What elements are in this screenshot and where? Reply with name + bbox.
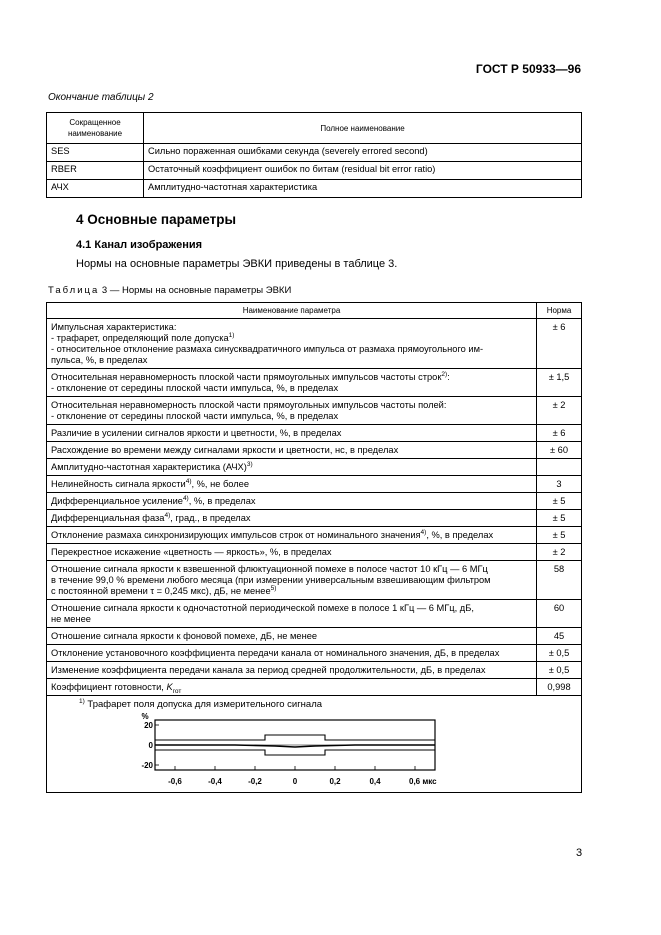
subsection-heading: 4.1 Канал изображения bbox=[76, 239, 203, 251]
footnote-mark: 1) bbox=[79, 697, 85, 705]
table-row bbox=[47, 679, 582, 696]
param-cell: Коэффициент готовности, $K_{гот}$ bbox=[47, 679, 537, 696]
col-name-header: Наименование параметра bbox=[47, 303, 537, 319]
x-tick-label: 0 bbox=[292, 777, 298, 786]
footnote bbox=[51, 698, 577, 710]
table-row bbox=[47, 527, 582, 544]
param-cell: Отношение сигнала яркости к фоновой помехе, дБ, не менее bbox=[47, 628, 537, 645]
norm-cell: ± 2 bbox=[537, 397, 582, 425]
param-cell: Изменение коэффициента передачи канала за период средней продолжительности, дБ, в пределах bbox=[47, 662, 537, 679]
table-header-row bbox=[47, 303, 582, 319]
caption-text: — Нормы на основные параметры ЭВКИ bbox=[109, 285, 292, 296]
x-tick-label: 0,2 bbox=[329, 777, 341, 786]
y-tick-label: 0 bbox=[148, 741, 153, 750]
table-row bbox=[47, 645, 582, 662]
col-full-header: Полное наименование bbox=[144, 113, 582, 144]
norm-cell: 3 bbox=[537, 476, 582, 493]
norm-cell: ± 6 bbox=[537, 319, 582, 369]
full-name-cell: Амплитудно-частотная характеристика bbox=[144, 180, 582, 198]
table3-caption bbox=[48, 285, 291, 296]
table-row bbox=[47, 600, 582, 628]
param-cell: Импульсная характеристика: - трафарет, определяющий поле допуска$^{1)}$ - относительное отклонение размаха синусквадратичного импульса от размаха прямоугольного им- пульса, %, в пределах bbox=[47, 319, 537, 369]
param-cell: Дифференциальная фаза$^{4)}$, град., в пределах bbox=[47, 510, 537, 527]
full-name-cell: Сильно пораженная ошибками секунда (severely errored second) bbox=[144, 144, 582, 162]
table-row bbox=[47, 319, 582, 369]
abbr-cell: SES bbox=[47, 144, 144, 162]
document-header: ГОСТ Р 50933—96 bbox=[475, 62, 581, 76]
table-3 bbox=[46, 302, 582, 793]
param-cell: Отклонение установочного коэффициента передачи канала от номинального значения, дБ, в пределах bbox=[47, 645, 537, 662]
footnote-cell bbox=[47, 696, 582, 793]
norm-cell: ± 2 bbox=[537, 544, 582, 561]
norm-cell: ± 60 bbox=[537, 442, 582, 459]
page-number: 3 bbox=[576, 847, 583, 859]
norm-cell: ± 0,5 bbox=[537, 645, 582, 662]
abbr-cell: RBER bbox=[47, 162, 144, 180]
caption-number: 3 bbox=[101, 285, 108, 296]
x-tick-label: 0,6 мкс bbox=[409, 777, 437, 786]
param-cell: Расхождение во времени между сигналами яркости и цветности, нс, в пределах bbox=[47, 442, 537, 459]
norm-cell: 58 bbox=[537, 561, 582, 600]
table-row bbox=[47, 662, 582, 679]
norm-cell: ± 5 bbox=[537, 527, 582, 544]
x-tick-label: -0,2 bbox=[248, 777, 262, 786]
table-row bbox=[47, 544, 582, 561]
series-upper-limit bbox=[155, 735, 435, 740]
table-row bbox=[47, 510, 582, 527]
footnote-row bbox=[47, 696, 582, 793]
norm-cell: 60 bbox=[537, 600, 582, 628]
norm-cell: ± 6 bbox=[537, 425, 582, 442]
param-cell: Относительная неравномерность плоской части прямоугольных импульсов частоты строк$^{2)}$: - отклонение от середины плоской части импульса, %, в пределах bbox=[47, 369, 537, 397]
param-cell: Перекрестное искажение «цветность — яркость», %, в пределах bbox=[47, 544, 537, 561]
norm-cell: ± 1,5 bbox=[537, 369, 582, 397]
table-row bbox=[47, 180, 582, 198]
table-row bbox=[47, 628, 582, 645]
table-row bbox=[47, 425, 582, 442]
series-lower-limit bbox=[155, 750, 435, 755]
table-2 bbox=[46, 112, 582, 198]
x-tick-label: -0,6 bbox=[168, 777, 182, 786]
section-heading: 4 Основные параметры bbox=[76, 212, 237, 227]
param-cell: Амплитудно-частотная характеристика (АЧХ)$^{3)}$ bbox=[47, 459, 537, 476]
col-abbr-header: Сокращенное наименование bbox=[47, 113, 144, 144]
param-cell: Отношение сигнала яркости к одночастотной периодической помехе в полосе 1 кГц — 6 МГц, дБ, не менее bbox=[47, 600, 537, 628]
x-tick-label: 0,4 bbox=[369, 777, 381, 786]
norm-cell: 0,998 bbox=[537, 679, 582, 696]
param-cell: Нелинейность сигнала яркости$^{4)}$, %, не более bbox=[47, 476, 537, 493]
param-cell: Отношение сигнала яркости к взвешенной флюктуационной помехе в полосе частот 10 кГц — 6 МГц в течение 99,0 % времени любого месяца (при измерении универсальным взвешивающим фильтром с постоянной времени τ = 0,245 мкс), дБ, не менее$^{5)}$ bbox=[47, 561, 537, 600]
table-row bbox=[47, 442, 582, 459]
table-header-row bbox=[47, 113, 582, 144]
col-norm-header: Норма bbox=[537, 303, 582, 319]
norm-cell: ± 0,5 bbox=[537, 662, 582, 679]
tolerance-chart bbox=[135, 710, 515, 790]
param-cell: Относительная неравномерность плоской части прямоугольных импульсов частоты полей: - отклонение от середины плоской части импульса, %, в пределах bbox=[47, 397, 537, 425]
table-row bbox=[47, 369, 582, 397]
param-cell: Отклонение размаха синхронизирующих импульсов строк от номинального значения$^{4)}$, %, в пределах bbox=[47, 527, 537, 544]
y-tick-label: 20 bbox=[144, 721, 153, 730]
norm-cell: 45 bbox=[537, 628, 582, 645]
x-tick-label: -0,4 bbox=[208, 777, 222, 786]
table2-continuation-note: Окончание таблицы 2 bbox=[48, 92, 154, 103]
section-paragraph: Нормы на основные параметры ЭВКИ приведены в таблице 3. bbox=[76, 258, 398, 270]
table-row bbox=[47, 493, 582, 510]
param-cell: Дифференциальное усиление$^{4)}$, %, в пределах bbox=[47, 493, 537, 510]
table-row bbox=[47, 561, 582, 600]
y-tick-label: -20 bbox=[141, 761, 153, 770]
footnote-text: Трафарет поля допуска для измерительного сигнала bbox=[87, 699, 323, 710]
norm-cell: ± 5 bbox=[537, 510, 582, 527]
norm-cell: ± 5 bbox=[537, 493, 582, 510]
table-row bbox=[47, 476, 582, 493]
full-name-cell: Остаточный коэффициент ошибок по битам (residual bit error ratio) bbox=[144, 162, 582, 180]
abbr-cell: АЧХ bbox=[47, 180, 144, 198]
y-axis-unit: % bbox=[141, 712, 149, 721]
table-row bbox=[47, 397, 582, 425]
caption-word: Таблица bbox=[48, 285, 100, 296]
norm-cell bbox=[537, 459, 582, 476]
table-row bbox=[47, 144, 582, 162]
table-row bbox=[47, 162, 582, 180]
table-row bbox=[47, 459, 582, 476]
param-cell: Различие в усилении сигналов яркости и цветности, %, в пределах bbox=[47, 425, 537, 442]
